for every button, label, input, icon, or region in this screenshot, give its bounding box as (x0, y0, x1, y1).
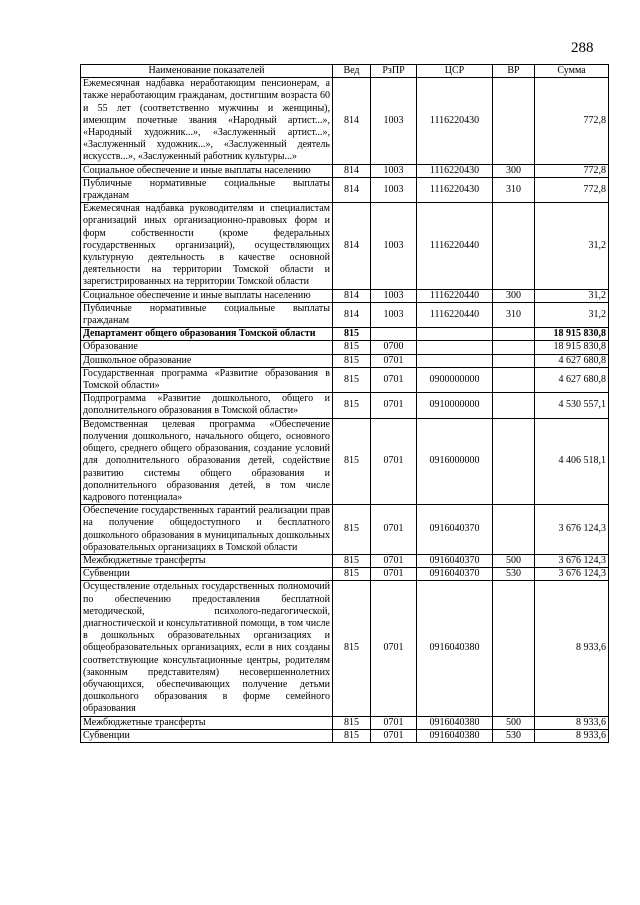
row-csr: 0916040370 (417, 568, 493, 581)
row-csr (417, 328, 493, 341)
row-ved: 814 (333, 289, 371, 302)
header-vr: ВР (493, 65, 535, 78)
row-sum: 8 933,6 (535, 729, 609, 742)
row-ved: 815 (333, 367, 371, 392)
row-ved: 815 (333, 729, 371, 742)
table-row (81, 177, 609, 202)
table-row (81, 341, 609, 354)
row-name: Дошкольное образование (81, 354, 333, 367)
row-sum: 18 915 830,8 (535, 328, 609, 341)
table-row (81, 568, 609, 581)
table-row (81, 367, 609, 392)
row-ved: 814 (333, 203, 371, 289)
row-vr (493, 505, 535, 555)
header-ved: Вед (333, 65, 371, 78)
row-name: Публичные нормативные социальные выплаты гражданам (81, 302, 333, 327)
table-row (81, 554, 609, 567)
row-sum: 8 933,6 (535, 581, 609, 716)
row-rzpr: 0701 (371, 581, 417, 716)
row-vr: 530 (493, 568, 535, 581)
table-row (81, 505, 609, 555)
budget-table (80, 64, 609, 743)
row-name: Обеспечение государственных гарантий реализации прав на получение общедоступного и бесплатного дошкольного образования в муниципальных дошкольных образовательных организациях в Томской области (81, 505, 333, 555)
row-name: Межбюджетные трансферты (81, 716, 333, 729)
table-row (81, 354, 609, 367)
row-name: Межбюджетные трансферты (81, 554, 333, 567)
row-sum: 772,8 (535, 177, 609, 202)
row-name: Образование (81, 341, 333, 354)
table-row (81, 78, 609, 164)
row-csr: 0916040370 (417, 554, 493, 567)
row-sum: 772,8 (535, 164, 609, 177)
row-name: Социальное обеспечение и иные выплаты населению (81, 164, 333, 177)
row-sum: 3 676 124,3 (535, 505, 609, 555)
row-vr (493, 341, 535, 354)
row-name: Ежемесячная надбавка неработающим пенсионерам, а также неработающим гражданам, достигшим возраста 60 и 55 лет (соответственно мужчины и женщины), имеющим почетные звания «Народный артист...», «Народный художник...», «Заслуженный артист...», «Заслуженный художник...», «Заслуженный деятель искусств...», «Заслуженный работник культуры...» (81, 78, 333, 164)
page-number: 288 (571, 40, 594, 56)
row-rzpr: 1003 (371, 78, 417, 164)
table-row (81, 289, 609, 302)
row-vr (493, 367, 535, 392)
row-csr (417, 354, 493, 367)
row-name: Ведомственная целевая программа «Обеспечение получения дошкольного, начального общего, основного общего, среднего общего образования, создание условий для дополнительного образования детей, содействие развитию системы общего образования и дополнительного образования детей, в том числе кадрового потенциала» (81, 418, 333, 504)
row-ved: 814 (333, 177, 371, 202)
row-vr (493, 328, 535, 341)
row-rzpr: 0701 (371, 716, 417, 729)
row-ved: 815 (333, 418, 371, 504)
row-name: Осуществление отдельных государственных полномочий по обеспечению предоставления бесплатной методической, психолого-педагогической, диагностической и консультативной помощи, в том числе в дошкольных образовательных организациях и общеобразовательных организациях, если в них созданы соответствующие консультационные центры, родителям (законным представителям) несовершеннолетних обучающихся, обеспечивающих получение детьми дошкольного образования в форме семейного образования (81, 581, 333, 716)
table-row (81, 581, 609, 716)
row-rzpr: 0701 (371, 418, 417, 504)
header-rzpr: РзПР (371, 65, 417, 78)
row-rzpr: 0701 (371, 568, 417, 581)
row-rzpr: 0701 (371, 729, 417, 742)
row-sum: 3 676 124,3 (535, 554, 609, 567)
row-rzpr: 0701 (371, 505, 417, 555)
row-csr: 0900000000 (417, 367, 493, 392)
table-row (81, 418, 609, 504)
table-row (81, 328, 609, 341)
row-csr: 0916040380 (417, 581, 493, 716)
row-vr (493, 393, 535, 418)
row-vr (493, 418, 535, 504)
row-ved: 815 (333, 554, 371, 567)
row-rzpr: 0701 (371, 367, 417, 392)
row-name: Департамент общего образования Томской области (81, 328, 333, 341)
row-csr: 1116220440 (417, 302, 493, 327)
row-ved: 814 (333, 302, 371, 327)
table-row (81, 164, 609, 177)
row-csr: 0916040380 (417, 716, 493, 729)
row-vr: 310 (493, 177, 535, 202)
row-name: Публичные нормативные социальные выплаты гражданам (81, 177, 333, 202)
row-vr: 500 (493, 716, 535, 729)
row-name: Подпрограмма «Развитие дошкольного, общего и дополнительного образования в Томской области» (81, 393, 333, 418)
header-sum: Сумма (535, 65, 609, 78)
table-row (81, 716, 609, 729)
row-vr: 300 (493, 164, 535, 177)
row-rzpr: 0701 (371, 554, 417, 567)
row-name: Государственная программа «Развитие образования в Томской области» (81, 367, 333, 392)
row-sum: 4 627 680,8 (535, 367, 609, 392)
row-rzpr: 0700 (371, 341, 417, 354)
row-csr: 1116220430 (417, 177, 493, 202)
table-row (81, 203, 609, 289)
row-rzpr: 1003 (371, 289, 417, 302)
row-rzpr: 1003 (371, 164, 417, 177)
row-rzpr: 1003 (371, 302, 417, 327)
row-name: Ежемесячная надбавка руководителям и специалистам организаций иных организационно-правовых форм и форм собственности (кроме федеральных государственных организаций), осуществляющих культурную деятельность в качестве основной деятельности на территории Томской области и зарегистрированных на территории Томской области (81, 203, 333, 289)
header-name: Наименование показателей (81, 65, 333, 78)
row-sum: 772,8 (535, 78, 609, 164)
row-name: Субвенции (81, 568, 333, 581)
header-csr: ЦСР (417, 65, 493, 78)
row-ved: 814 (333, 78, 371, 164)
row-sum: 31,2 (535, 289, 609, 302)
row-ved: 815 (333, 328, 371, 341)
row-csr: 1116220440 (417, 203, 493, 289)
row-rzpr: 0701 (371, 393, 417, 418)
row-csr: 0910000000 (417, 393, 493, 418)
row-sum: 31,2 (535, 203, 609, 289)
row-name: Социальное обеспечение и иные выплаты населению (81, 289, 333, 302)
table-row (81, 729, 609, 742)
row-csr: 1116220430 (417, 164, 493, 177)
row-vr (493, 581, 535, 716)
row-vr: 500 (493, 554, 535, 567)
row-ved: 815 (333, 716, 371, 729)
table-row (81, 393, 609, 418)
row-ved: 815 (333, 581, 371, 716)
row-rzpr: 1003 (371, 203, 417, 289)
table-row (81, 302, 609, 327)
table-header-row (81, 65, 609, 78)
row-rzpr: 1003 (371, 177, 417, 202)
row-sum: 8 933,6 (535, 716, 609, 729)
row-rzpr (371, 328, 417, 341)
row-rzpr: 0701 (371, 354, 417, 367)
row-sum: 3 676 124,3 (535, 568, 609, 581)
row-name: Субвенции (81, 729, 333, 742)
row-ved: 815 (333, 354, 371, 367)
row-sum: 4 627 680,8 (535, 354, 609, 367)
row-sum: 4 530 557,1 (535, 393, 609, 418)
row-csr: 1116220440 (417, 289, 493, 302)
row-csr (417, 341, 493, 354)
row-ved: 815 (333, 393, 371, 418)
row-ved: 815 (333, 568, 371, 581)
row-sum: 31,2 (535, 302, 609, 327)
row-ved: 814 (333, 164, 371, 177)
row-vr: 310 (493, 302, 535, 327)
row-ved: 815 (333, 341, 371, 354)
row-vr (493, 203, 535, 289)
row-vr (493, 354, 535, 367)
row-vr (493, 78, 535, 164)
row-vr: 300 (493, 289, 535, 302)
row-csr: 0916000000 (417, 418, 493, 504)
row-csr: 0916040380 (417, 729, 493, 742)
row-sum: 18 915 830,8 (535, 341, 609, 354)
row-sum: 4 406 518,1 (535, 418, 609, 504)
row-ved: 815 (333, 505, 371, 555)
row-csr: 0916040370 (417, 505, 493, 555)
row-csr: 1116220430 (417, 78, 493, 164)
row-vr: 530 (493, 729, 535, 742)
